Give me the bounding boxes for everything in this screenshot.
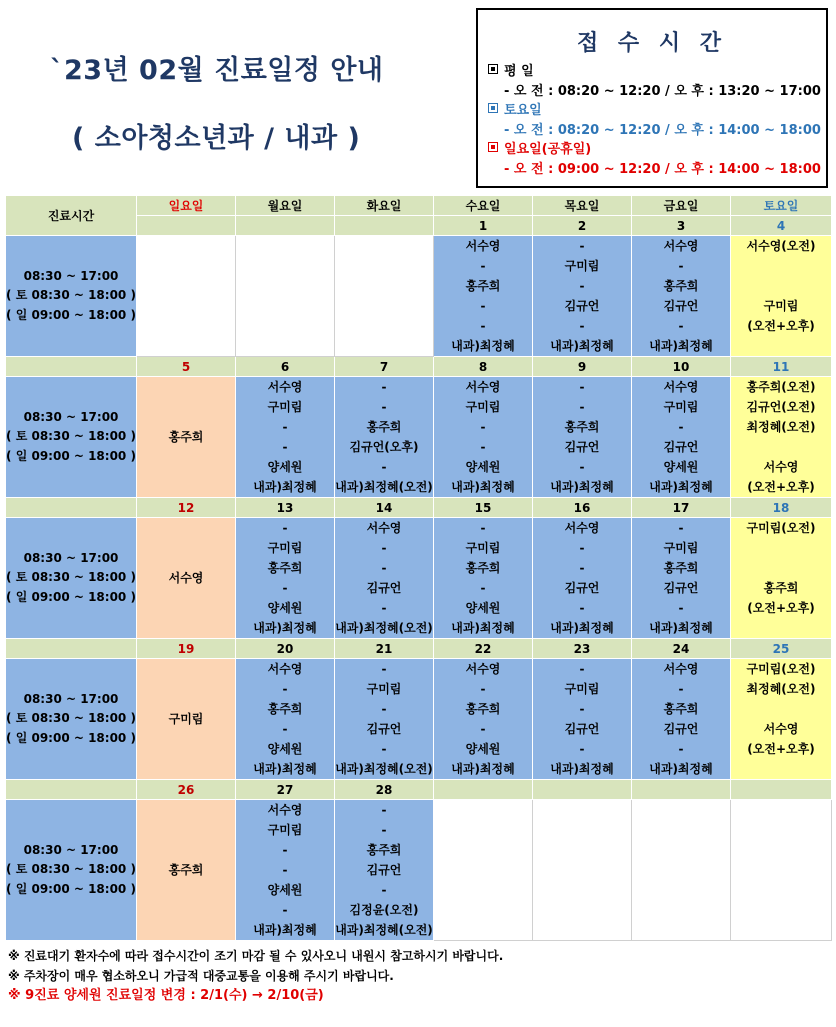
- doctor-line: -: [381, 823, 387, 837]
- schedule-row: [6, 659, 832, 780]
- doctor-line: -: [579, 460, 585, 474]
- doctor-line: 서수영(오전): [746, 239, 816, 253]
- doctor-line: 서수영: [663, 662, 699, 676]
- doctor-line: -: [381, 803, 387, 817]
- date-cell: 15: [434, 498, 533, 518]
- schedule-body: [6, 196, 832, 941]
- doctor-line: -: [678, 742, 684, 756]
- date-cell: [533, 780, 632, 800]
- day-header-row: [6, 196, 832, 216]
- schedule-cell: [632, 800, 731, 941]
- doctor-line: [731, 558, 831, 578]
- doctor-line: -: [282, 521, 288, 535]
- doctor-line: -: [480, 581, 486, 595]
- doctor-line: [731, 256, 831, 276]
- doctor-line: 홍주희: [663, 279, 699, 293]
- schedule-cell: [335, 377, 434, 498]
- saturday-label: 토요일: [488, 99, 542, 118]
- doctor-line: 서수영: [663, 239, 699, 253]
- hours-label: [6, 518, 137, 639]
- doctor-line: -: [381, 541, 387, 555]
- date-row: [6, 498, 832, 518]
- schedule-cell: [731, 518, 832, 639]
- sunday-label: 일요일(공휴일): [488, 138, 591, 157]
- doctor-line: 김규언: [663, 581, 699, 595]
- schedule-cell: [434, 236, 533, 357]
- doctor-line: 최정혜(오전): [746, 682, 816, 696]
- date-cell: 6: [236, 357, 335, 377]
- hours-label-line: ( 토 08:30 ~ 18:00 ): [6, 711, 136, 726]
- doctor-line: -: [282, 682, 288, 696]
- doctor-line: 양세원: [267, 742, 303, 756]
- schedule-cell: [632, 518, 731, 639]
- doctor-line: 구미림: [267, 541, 303, 555]
- doctor-line: 서수영: [267, 803, 303, 817]
- doctor-line: -: [480, 420, 486, 434]
- schedule-cell: [236, 377, 335, 498]
- doctor-line: 홍주희(오전): [746, 380, 816, 394]
- doctor-line: 내과)최정혜: [451, 339, 515, 353]
- doctor-line: 구미림: [763, 299, 799, 313]
- doctor-line: [731, 699, 831, 719]
- date-cell: 9: [533, 357, 632, 377]
- doctor-line: -: [579, 380, 585, 394]
- doctor-line: 김규언: [564, 440, 600, 454]
- date-cell: 17: [632, 498, 731, 518]
- date-cell: 22: [434, 639, 533, 659]
- date-cell: 24: [632, 639, 731, 659]
- doctor-line: 서수영: [663, 380, 699, 394]
- date-row-spacer: [6, 780, 137, 800]
- doctor-line: -: [282, 903, 288, 917]
- doctor-line: 홍주희: [168, 863, 204, 877]
- hours-label-line: ( 일 09:00 ~ 18:00 ): [6, 307, 136, 322]
- doctor-line: (오전+오후): [747, 742, 815, 756]
- doctor-line: [731, 437, 831, 457]
- schedule-cell: [533, 377, 632, 498]
- doctor-line: 내과)최정혜: [550, 480, 614, 494]
- hours-label-line: ( 토 08:30 ~ 18:00 ): [6, 862, 136, 877]
- doctor-line: -: [480, 319, 486, 333]
- doctor-line: -: [282, 843, 288, 857]
- schedule-cell: [632, 236, 731, 357]
- date-cell: 11: [731, 357, 832, 377]
- doctor-line: -: [480, 682, 486, 696]
- doctor-line: 구미림: [366, 682, 402, 696]
- doctor-line: 구미림: [465, 541, 501, 555]
- doctor-line: -: [678, 601, 684, 615]
- date-cell: 25: [731, 639, 832, 659]
- doctor-line: 양세원: [663, 460, 699, 474]
- doctor-line: -: [579, 279, 585, 293]
- date-row: [6, 639, 832, 659]
- doctor-line: 홍주희: [267, 561, 303, 575]
- doctor-line: 홍주희: [763, 581, 799, 595]
- doctor-line: -: [579, 601, 585, 615]
- doctor-line: (오전+오후): [747, 480, 815, 494]
- schedule-table: [5, 195, 832, 941]
- weekday-label: 평 일: [488, 60, 534, 79]
- date-cell: 13: [236, 498, 335, 518]
- doctor-line: -: [579, 400, 585, 414]
- doctor-line: 양세원: [465, 742, 501, 756]
- date-cell: 2: [533, 216, 632, 236]
- schedule-cell: [434, 518, 533, 639]
- date-row: [6, 357, 832, 377]
- doctor-line: -: [381, 400, 387, 414]
- doctor-line: 내과)최정혜(오전): [335, 480, 433, 494]
- doctor-line: (오전+오후): [747, 319, 815, 333]
- doctor-line: 내과)최정혜: [253, 621, 317, 635]
- doctor-line: 양세원: [465, 601, 501, 615]
- day-header-monday: 월요일: [236, 196, 335, 216]
- doctor-line: 서수영: [267, 380, 303, 394]
- schedule-cell: [434, 377, 533, 498]
- doctor-line: 홍주희: [168, 430, 204, 444]
- date-cell: 5: [137, 357, 236, 377]
- hours-label-line: ( 일 09:00 ~ 18:00 ): [6, 881, 136, 896]
- doctor-line: 내과)최정혜(오전): [335, 621, 433, 635]
- page-title: `23년 02월 진료일정 안내: [50, 55, 384, 86]
- square-bullet-icon: [488, 142, 498, 152]
- hours-label-line: ( 토 08:30 ~ 18:00 ): [6, 429, 136, 444]
- doctor-line: 홍주희: [663, 561, 699, 575]
- hours-label: [6, 236, 137, 357]
- doctor-line: 구미림: [465, 400, 501, 414]
- date-row: [6, 780, 832, 800]
- schedule-cell: [236, 236, 335, 357]
- date-cell: [632, 780, 731, 800]
- doctor-line: -: [381, 460, 387, 474]
- schedule-cell: [533, 236, 632, 357]
- doctor-line: 서수영: [763, 460, 799, 474]
- schedule-cell: [137, 659, 236, 780]
- doctor-line: -: [282, 863, 288, 877]
- schedule-cell: [335, 800, 434, 941]
- schedule-cell: [632, 659, 731, 780]
- schedule-cell: [731, 236, 832, 357]
- date-cell: 23: [533, 639, 632, 659]
- saturday-hours: - 오 전 : 08:20 ~ 12:20 / 오 후 : 14:00 ~ 18:00: [504, 123, 821, 138]
- doctor-line: [731, 618, 831, 638]
- schedule-cell: [731, 659, 832, 780]
- date-cell: 19: [137, 639, 236, 659]
- doctor-line: -: [480, 440, 486, 454]
- doctor-line: 내과)최정혜: [649, 762, 713, 776]
- doctor-line: 김규언(오후): [349, 440, 419, 454]
- doctor-line: [731, 759, 831, 779]
- reception-hours-box: [476, 8, 828, 188]
- doctor-line: -: [282, 581, 288, 595]
- date-row-spacer: [6, 639, 137, 659]
- date-cell: [137, 216, 236, 236]
- date-cell: 1: [434, 216, 533, 236]
- doctor-line: 김규언: [564, 722, 600, 736]
- doctor-line: 구미림(오전): [746, 521, 816, 535]
- schedule-cell: [533, 518, 632, 639]
- date-cell: [236, 216, 335, 236]
- doctor-line: 김정윤(오전): [349, 903, 419, 917]
- doctor-line: 서수영: [564, 521, 600, 535]
- date-cell: 28: [335, 780, 434, 800]
- doctor-line: 홍주희: [465, 279, 501, 293]
- doctor-line: 내과)최정혜: [550, 762, 614, 776]
- schedule-cell: [632, 377, 731, 498]
- doctor-line: -: [678, 420, 684, 434]
- date-cell: 4: [731, 216, 832, 236]
- schedule-cell: [236, 659, 335, 780]
- doctor-line: 양세원: [267, 460, 303, 474]
- doctor-line: 서수영: [763, 722, 799, 736]
- schedule-cell: [335, 659, 434, 780]
- note-line: ※ 진료대기 환자수에 따라 접수시간이 조기 마감 될 수 있사오니 내원시 참고하시기 바랍니다.: [8, 949, 504, 963]
- date-cell: 10: [632, 357, 731, 377]
- doctor-line: 홍주희: [663, 702, 699, 716]
- doctor-line: -: [678, 521, 684, 535]
- date-cell: 27: [236, 780, 335, 800]
- doctor-line: -: [678, 319, 684, 333]
- hours-label: [6, 377, 137, 498]
- doctor-line: 구미림(오전): [746, 662, 816, 676]
- date-cell: 7: [335, 357, 434, 377]
- schedule-cell: [335, 518, 434, 639]
- schedule-cell: [434, 659, 533, 780]
- day-header-tuesday: 화요일: [335, 196, 434, 216]
- date-cell: 20: [236, 639, 335, 659]
- hours-label-line: 08:30 ~ 17:00: [23, 691, 119, 706]
- doctor-line: -: [579, 239, 585, 253]
- doctor-line: [731, 538, 831, 558]
- doctor-line: 홍주희: [366, 420, 402, 434]
- doctor-line: 홍주희: [366, 843, 402, 857]
- schedule-cell: [137, 800, 236, 941]
- schedule-cell: [731, 800, 832, 941]
- doctor-line: 김규언: [663, 299, 699, 313]
- date-cell: 16: [533, 498, 632, 518]
- doctor-line: -: [678, 259, 684, 273]
- doctor-line: -: [480, 259, 486, 273]
- doctor-line: -: [381, 601, 387, 615]
- doctor-line: 김규언: [366, 581, 402, 595]
- date-cell: 21: [335, 639, 434, 659]
- doctor-line: 내과)최정혜: [649, 339, 713, 353]
- schedule-cell: [335, 236, 434, 357]
- doctor-line: -: [381, 662, 387, 676]
- date-cell: 3: [632, 216, 731, 236]
- doctor-line: 최정혜(오전): [746, 420, 816, 434]
- doctor-line: 내과)최정혜: [451, 480, 515, 494]
- date-cell: 14: [335, 498, 434, 518]
- day-header-sunday: 일요일: [137, 196, 236, 216]
- hours-label-line: 08:30 ~ 17:00: [23, 268, 119, 283]
- doctor-line: -: [480, 722, 486, 736]
- sunday-hours: - 오 전 : 09:00 ~ 12:20 / 오 후 : 14:00 ~ 18:00: [504, 162, 821, 177]
- doctor-line: 홍주희: [564, 420, 600, 434]
- page-subtitle: ( 소아청소년과 / 내과 ): [72, 123, 361, 154]
- hours-label-line: 08:30 ~ 17:00: [23, 550, 119, 565]
- doctor-line: -: [579, 702, 585, 716]
- doctor-line: 내과)최정혜: [550, 339, 614, 353]
- doctor-line: 구미림: [663, 541, 699, 555]
- schedule-cell: [236, 518, 335, 639]
- doctor-line: 서수영: [267, 662, 303, 676]
- day-header-friday: 금요일: [632, 196, 731, 216]
- doctor-line: 김규언: [663, 440, 699, 454]
- doctor-line: 홍주희: [267, 702, 303, 716]
- doctor-line: 내과)최정혜(오전): [335, 923, 433, 937]
- note-line: ※ 주차장이 매우 협소하오니 가급적 대중교통을 이용해 주시기 바랍니다.: [8, 969, 394, 983]
- doctor-line: 서수영: [366, 521, 402, 535]
- doctor-line: 구미림: [564, 682, 600, 696]
- schedule-cell: [731, 377, 832, 498]
- schedule-cell: [533, 659, 632, 780]
- doctor-line: 김규언(오전): [746, 400, 816, 414]
- date-cell: 12: [137, 498, 236, 518]
- doctor-line: 김규언: [663, 722, 699, 736]
- schedule-row: [6, 236, 832, 357]
- doctor-line: 구미림: [564, 259, 600, 273]
- hours-label-line: 08:30 ~ 17:00: [23, 842, 119, 857]
- schedule-cell: [434, 800, 533, 941]
- doctor-line: 서수영: [465, 239, 501, 253]
- hours-label-line: ( 일 09:00 ~ 18:00 ): [6, 730, 136, 745]
- doctor-line: 내과)최정혜: [649, 480, 713, 494]
- hours-label-line: 08:30 ~ 17:00: [23, 409, 119, 424]
- doctor-line: 구미림: [267, 823, 303, 837]
- date-cell: 8: [434, 357, 533, 377]
- square-bullet-icon: [488, 103, 498, 113]
- date-cell: 18: [731, 498, 832, 518]
- doctor-line: 김규언: [564, 299, 600, 313]
- schedule-row: [6, 800, 832, 941]
- doctor-line: -: [579, 662, 585, 676]
- square-bullet-icon: [488, 64, 498, 74]
- doctor-line: 김규언: [564, 581, 600, 595]
- reception-title: 접 수 시 간: [577, 31, 727, 56]
- hours-label-line: ( 일 09:00 ~ 18:00 ): [6, 589, 136, 604]
- doctor-line: -: [282, 440, 288, 454]
- weekday-hours: - 오 전 : 08:20 ~ 12:20 / 오 후 : 13:20 ~ 17:00: [504, 84, 821, 99]
- doctor-line: 양세원: [267, 601, 303, 615]
- day-header-saturday: 토요일: [731, 196, 832, 216]
- schedule-row: [6, 518, 832, 639]
- doctor-line: -: [480, 521, 486, 535]
- date-row-spacer: [6, 357, 137, 377]
- date-cell: [335, 216, 434, 236]
- hours-header: 진료시간: [6, 196, 137, 236]
- doctor-line: 홍주희: [465, 561, 501, 575]
- doctor-line: 내과)최정혜: [253, 762, 317, 776]
- hours-label-line: ( 토 08:30 ~ 18:00 ): [6, 288, 136, 303]
- hours-label-line: ( 일 09:00 ~ 18:00 ): [6, 448, 136, 463]
- doctor-line: -: [381, 380, 387, 394]
- hours-label: [6, 800, 137, 941]
- schedule-cell: [137, 377, 236, 498]
- schedule-cell: [137, 236, 236, 357]
- day-header-thursday: 목요일: [533, 196, 632, 216]
- schedule-row: [6, 377, 832, 498]
- doctor-line: -: [381, 883, 387, 897]
- schedule-cell: [533, 800, 632, 941]
- doctor-line: -: [480, 299, 486, 313]
- doctor-line: -: [579, 742, 585, 756]
- doctor-line: [731, 336, 831, 356]
- doctor-line: 내과)최정혜: [451, 762, 515, 776]
- hours-label-line: ( 토 08:30 ~ 18:00 ): [6, 570, 136, 585]
- schedule-cell: [236, 800, 335, 941]
- date-cell: [434, 780, 533, 800]
- doctor-line: 김규언: [366, 722, 402, 736]
- doctor-line: -: [381, 561, 387, 575]
- doctor-line: 서수영: [465, 662, 501, 676]
- doctor-line: 내과)최정혜: [649, 621, 713, 635]
- date-cell: 26: [137, 780, 236, 800]
- doctor-line: 내과)최정혜: [253, 480, 317, 494]
- doctor-line: -: [678, 682, 684, 696]
- doctor-line: 양세원: [267, 883, 303, 897]
- doctor-line: -: [381, 702, 387, 716]
- doctor-line: 구미림: [663, 400, 699, 414]
- doctor-line: 내과)최정혜: [451, 621, 515, 635]
- doctor-line: 김규언: [366, 863, 402, 877]
- schedule-cell: [137, 518, 236, 639]
- doctor-line: -: [579, 561, 585, 575]
- date-row-spacer: [6, 498, 137, 518]
- doctor-line: 내과)최정혜: [253, 923, 317, 937]
- date-cell: [731, 780, 832, 800]
- hours-label: [6, 659, 137, 780]
- doctor-line: -: [579, 319, 585, 333]
- doctor-line: 서수영: [465, 380, 501, 394]
- doctor-line: (오전+오후): [747, 601, 815, 615]
- doctor-line: 양세원: [465, 460, 501, 474]
- doctor-line: 내과)최정혜(오전): [335, 762, 433, 776]
- doctor-line: 구미림: [267, 400, 303, 414]
- notes: [8, 946, 503, 1006]
- doctor-line: 구미림: [168, 712, 204, 726]
- doctor-line: [731, 276, 831, 296]
- doctor-line: 서수영: [168, 571, 204, 585]
- doctor-line: -: [579, 541, 585, 555]
- doctor-line: -: [282, 722, 288, 736]
- doctor-line: 내과)최정혜: [550, 621, 614, 635]
- doctor-line: -: [282, 420, 288, 434]
- day-header-wednesday: 수요일: [434, 196, 533, 216]
- doctor-line: -: [381, 742, 387, 756]
- note-line-highlight: ※ 9진료 양세원 진료일정 변경 : 2/1(수) → 2/10(금): [8, 988, 324, 1003]
- doctor-line: 홍주희: [465, 702, 501, 716]
